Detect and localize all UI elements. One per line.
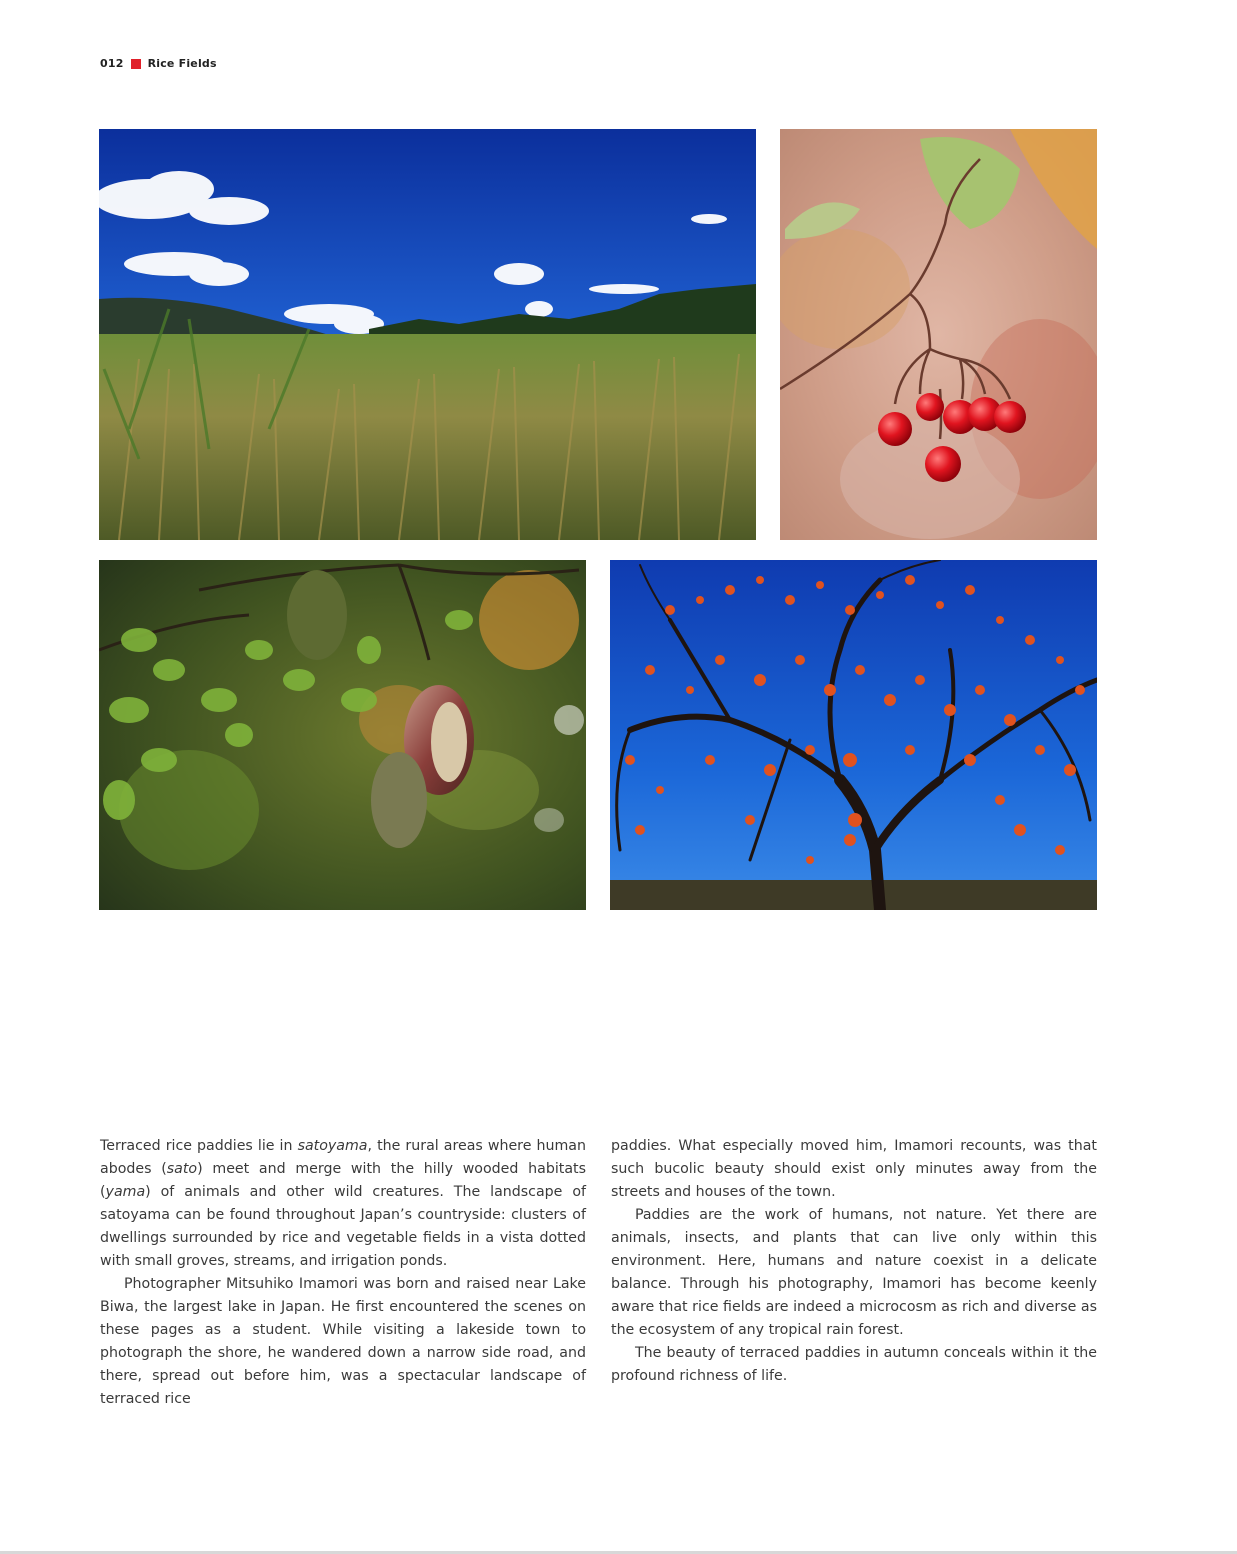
red-berries-photo: [780, 129, 1097, 540]
body-paragraph: paddies. What especially moved him, Imamori recounts, was that such bucolic beauty should exist only minutes away from the streets and houses of the town.: [611, 1138, 1097, 1200]
body-text-right-column: [611, 1135, 1097, 1388]
akebi-pods-photo: [99, 560, 586, 910]
rice-field-photo: [99, 129, 756, 540]
section-marker: [131, 59, 141, 69]
section-title: Rice Fields: [147, 57, 217, 70]
body-paragraph: Paddies are the work of humans, not nature. Yet there are animals, insects, and plants that can live only within this environment. Here, humans and nature coexist in a delicate balance. Through his photography, Imamori has become keenly aware that rice fields are indeed a microcosm as rich and diverse as the ecosystem of any tropical rain forest.: [611, 1207, 1097, 1338]
body-paragraph: Terraced rice paddies lie in satoyama, the rural areas where human abodes (sato) meet and merge with the hilly wooded habitats (yama) of animals and other wild creatures. The landscape of satoyama can be found throughout Japan’s countryside: clusters of dwellings surrounded by rice and vegetable fields in a vista dotted with small groves, streams, and irrigation ponds.: [100, 1138, 586, 1269]
persimmon-tree-photo: [610, 560, 1097, 910]
body-paragraph: The beauty of terraced paddies in autumn conceals within it the profound richness of life.: [611, 1345, 1097, 1384]
body-text-left-column: [100, 1135, 586, 1411]
body-paragraph: Photographer Mitsuhiko Imamori was born and raised near Lake Biwa, the largest lake in Japan. He first encountered the scenes on these pages as a student. While visiting a lakeside town to photograph the shore, he wandered down a narrow side road, and there, spread out before him, was a spectacular landscape of terraced rice: [100, 1276, 586, 1407]
page-number: 012: [100, 57, 124, 70]
running-header: [100, 57, 217, 70]
